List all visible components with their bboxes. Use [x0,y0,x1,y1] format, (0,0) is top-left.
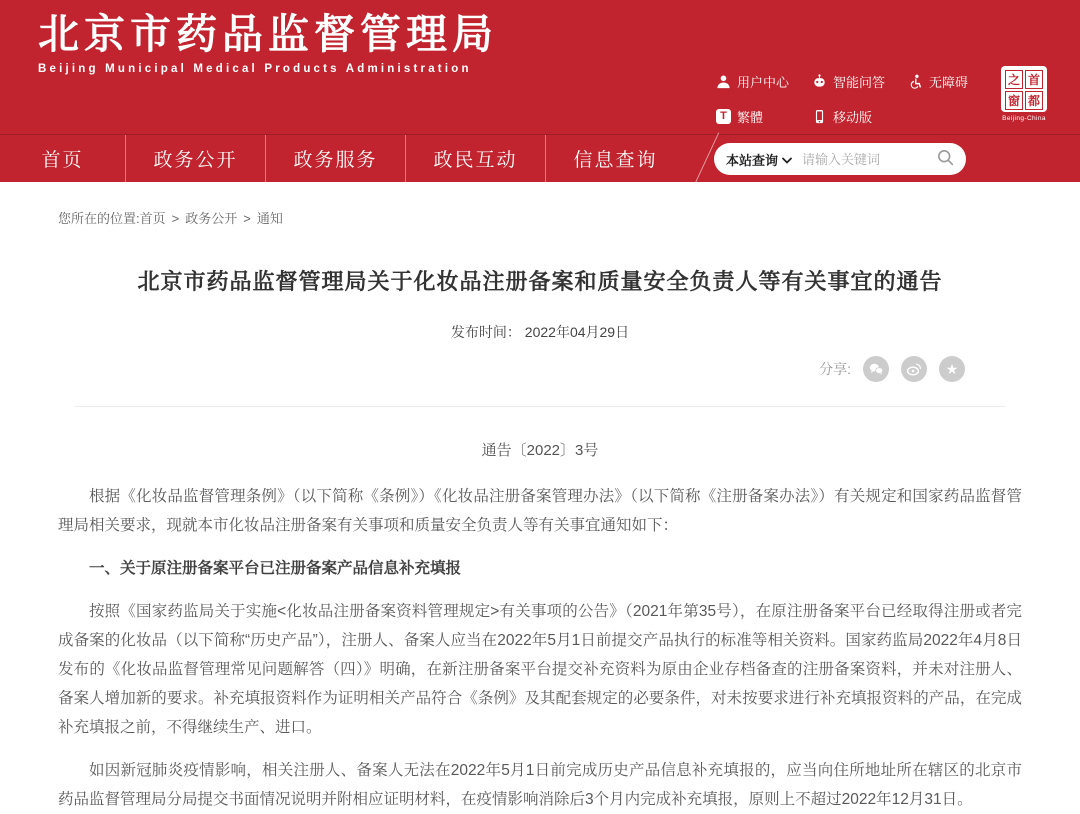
nav-item-home[interactable]: 首页 [41,150,84,171]
breadcrumb-separator: > [243,211,251,226]
article-body [58,482,1022,814]
wechat-share-icon[interactable] [863,356,889,382]
smart-qa-link[interactable] [812,72,908,91]
traditional-chinese-icon: T [716,109,731,124]
breadcrumb-home[interactable]: 首页 [139,211,166,226]
site-search [714,143,966,175]
mobile-version-link[interactable] [812,107,908,126]
article-paragraph: 按照《国家药监局关于实施<化妆品注册备案资料管理规定>有关事项的公告》（2021年第35号），在原注册备案平台已经取得注册或者完成备案的化妆品（以下简称“历史产品”），注册人、备案人应当在2022年5月1日前提交产品执行的标准等相关资料。国家药监局2022年4月8日发布的《化妆品监督管理常见问题解答（四）》明确，在新注册备案平台提交补充资料为原由企业存档备查的注册备案资料，并未对注册人、备案人增加新的要求。补充填报资料作为证明相关产品符合《条例》及其配套规定的必要条件，对未按要求进行补充填报资料的产品，在完成补充填报之前，不得继续生产、进口。 [58,603,1022,736]
mobile-version-label: 移动版 [833,110,873,125]
nav-item-interaction[interactable]: 政民互动 [405,135,545,182]
share-bar [0,356,965,382]
search-button[interactable] [937,149,954,169]
accessibility-label: 无障碍 [929,75,969,90]
traditional-chinese-label: 繁體 [737,110,764,125]
publish-time-label: 发布时间： [450,324,521,340]
publish-time [0,322,1080,342]
publish-time-value: 2022年04月29日 [524,324,630,340]
mobile-icon [812,109,827,124]
search-scope-label: 本站查询 [726,152,779,168]
article-paragraph: 如因新冠肺炎疫情影响，相关注册人、备案人无法在2022年5月1日前完成历史产品信息补充填报的，应当向住所地址所在辖区的北京市药品监督管理局分局提交书面情况说明并附相应证明材料，在疫情影响消除后3个月内完成补充填报，原则上不超过2022年12月31日。 [58,762,1022,808]
breadcrumb [58,208,1080,227]
section-heading: 一、关于原注册备案平台已注册备案产品信息补充填报 [89,560,462,577]
site-subtitle: Beijing Municipal Medical Products Administration [38,63,472,76]
search-icon [937,149,954,169]
accessibility-icon [908,74,923,89]
seal-char: 都 [1025,91,1043,110]
capital-window-seal-icon [1001,66,1047,112]
nav-item-gov-services[interactable]: 政务服务 [265,135,405,182]
user-icon [716,74,731,89]
nav-item-info-query[interactable]: 信息查询 [545,135,685,182]
site-logo[interactable] [38,10,498,75]
robot-icon [812,74,827,89]
capital-window-logo[interactable] [998,66,1050,122]
seal-char: 窗 [1005,91,1023,110]
main-nav [0,134,1080,182]
utility-links [716,72,968,126]
search-input[interactable] [802,152,937,167]
accessibility-link[interactable] [908,72,968,91]
weibo-share-icon[interactable] [901,356,927,382]
document-number: 通告〔2022〕3号 [481,442,599,459]
seal-char: 之 [1005,70,1023,89]
article-paragraph: 根据《化妆品监督管理条例》（以下简称《条例》）《化妆品注册备案管理办法》（以下简称《注册备案办法》）有关规定和国家药品监督管理局相关要求，现就本市化妆品注册备案有关事项和质量安全负责人等有关事宜通知如下： [58,488,1022,534]
breadcrumb-notice[interactable]: 通知 [256,211,283,226]
search-scope-dropdown[interactable] [726,150,792,169]
seal-char: 首 [1025,70,1043,89]
smart-qa-label: 智能问答 [833,75,886,90]
breadcrumb-prefix: 您所在的位置: [58,211,140,226]
page-title: 北京市药品监督管理局关于化妆品注册备案和质量安全负责人等有关事宜的通告 [137,269,943,294]
chevron-down-icon [782,152,792,167]
user-center-link[interactable] [716,72,812,91]
breadcrumb-separator: > [171,211,180,226]
user-center-label: 用户中心 [737,75,790,90]
traditional-chinese-link[interactable] [716,107,812,126]
favorite-star-icon[interactable]: ★ [939,356,965,382]
site-title: 北京市药品监督管理局 [38,11,498,57]
site-header [0,0,1080,134]
content-divider [75,406,1005,407]
share-label: 分享: [819,361,851,377]
seal-caption: Beijing-China [1002,115,1046,122]
breadcrumb-gov-affairs[interactable]: 政务公开 [185,211,238,226]
nav-item-gov-affairs[interactable]: 政务公开 [125,135,265,182]
